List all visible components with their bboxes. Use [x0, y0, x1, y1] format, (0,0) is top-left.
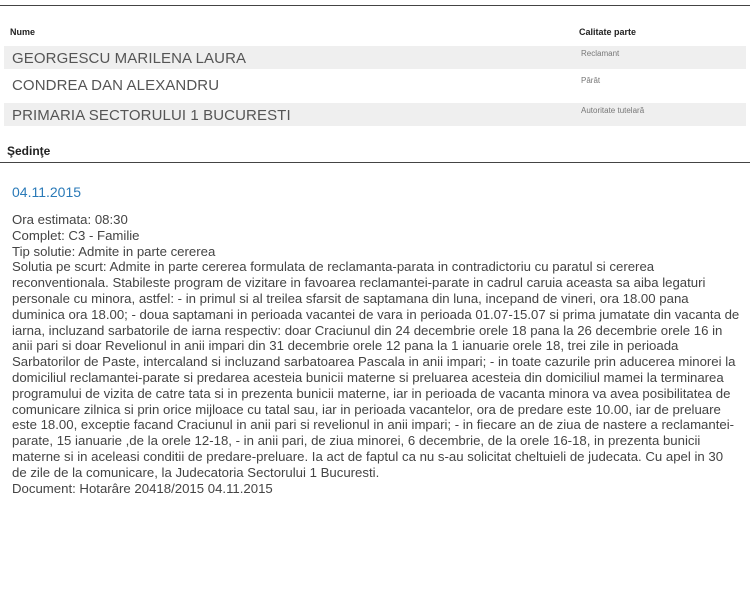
document-reference: Document: Hotarâre 20418/2015 04.11.2015 [12, 480, 273, 496]
party-role: Autoritate tutelară [581, 106, 645, 115]
column-header-role: Calitate parte [579, 27, 637, 37]
top-divider [0, 5, 750, 6]
party-role: Reclamant [581, 49, 620, 58]
party-name: GEORGESCU MARILENA LAURA [12, 50, 247, 67]
party-name: PRIMARIA SECTORULUI 1 BUCURESTI [12, 107, 291, 124]
party-name: CONDREA DAN ALEXANDRU [12, 77, 220, 94]
party-row [4, 103, 746, 126]
estimated-time: Ora estimata: 08:30 [12, 212, 128, 227]
column-header-name: Nume [10, 27, 36, 37]
parties-table-header [4, 25, 746, 43]
solution-type: Tip solutie: Admite in parte cererea [12, 243, 216, 259]
party-row [4, 46, 746, 69]
solution-summary: Solutia pe scurt: Admite in parte cererea formulata de reclamanta-parata in contradictoriu cu paratul si cererea reconventionala. Stabileste program de vizitare in favoarea reclamantei-parate in cadrul caruia aceasta sa aiba legaturi personale cu minora, astfel: - in primul si al treilea sfarsit de saptamana din luna, incepand de vineri, ora 18.00 pana duminica ora 18.00; - doua saptamani in perioada vacantei de vara in perioada 01.07-15.07 si prima jumatate din vacanta de iarna, incluzand sarbatorile de iarna respectiv: doar Craciunul din 24 decembrie orele 18 pana la 26 decembrie orele 16 in anii pari si doar Revelionul in anii impari din 31 decembrie orele 12 pana la 1 ianuarie orele 18, trei zile in perioada Sarbatorilor de Paste, intercaland si incluzand sarbatoarea Pascala in anii impari; - in toate cazurile prin aducerea minorei la domiciliul reclamantei-parate si predarea acesteia bunicii materne si preluarea acesteia din domiciliul mamei la terminarea programului de vizita de catre tata si in prezenta bunicii materne, iar in perioada de vacanta minora va avea posibilitatea de comunicare zilnica si prin orice mijloace cu tatal sau, iar in perioada vacantelor, ora de predare este 10.00, iar de preluare este 18.00, exceptie facand Craciunul in anii pari si revelionul in anii impari; - in fiecare an de ziua de nastere a reclamantei-parate, 15 ianuarie ,de la orele 12-18, - in anii pari, de ziua minorei, 6 decembrie, de la orele 16-18, in prezenta bunicii materne si in aceleasi conditii de predare-preluare. Ia act de faptul ca nu s-au solicitat cheltuieli de judecata. Cu apel in 30 de zile de la comunicare, la Judecatoria Sectorului 1 Bucuresti. [12, 259, 740, 480]
hearing-details [12, 212, 740, 496]
hearing-date: 04.11.2015 [12, 184, 82, 200]
court-panel: Complet: C3 - Familie [12, 227, 140, 243]
party-role: Pârât [581, 76, 601, 85]
sessions-divider [0, 162, 750, 163]
party-row [4, 73, 746, 96]
sessions-section-title: Şedinţe [7, 144, 51, 158]
